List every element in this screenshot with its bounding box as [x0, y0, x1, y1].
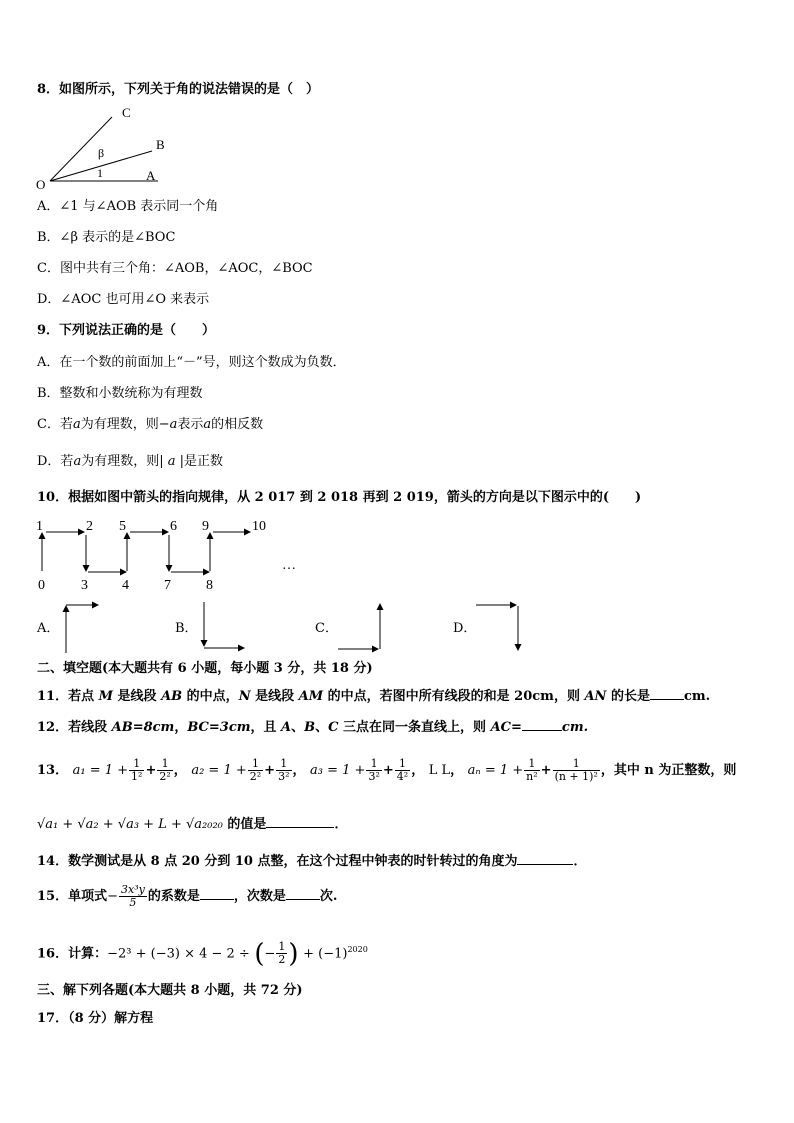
- q8-option-c: C．图中共有三个角：∠AOB，∠AOC，∠BOC: [37, 261, 313, 276]
- arrow-pattern-figure: [30, 515, 320, 595]
- q9-option-d: D．若a为有理数，则| a |是正数: [37, 454, 224, 469]
- q10-option-d-label: D．: [453, 621, 477, 636]
- q9-option-a: A．在一个数的前面加上“－”号，则这个数成为负数．: [37, 355, 346, 370]
- q13-sum: √a₁ + √a₂ + √a₃ + L + √a₂₀₂₀ 的值是 ．: [37, 817, 348, 832]
- q16: 16．计算：−2³ + (−3) × 4 − 2 ÷ (− $\frac{1}{2}$ ) + $(-1)^{2020}$: [37, 938, 368, 969]
- q12-answer-blank: [522, 718, 562, 731]
- num-1: 1: [36, 519, 43, 534]
- q9-option-b: B．整数和小数统称为有理数: [37, 386, 203, 401]
- q10-option-b-label: B．: [175, 621, 198, 636]
- q8-option-b: B．∠β 表示的是∠BOC: [37, 230, 176, 245]
- q10-option-c-arrows: [336, 598, 386, 656]
- num-6: 6: [170, 519, 177, 534]
- angle-figure: [30, 103, 170, 193]
- q15-degree-blank: [286, 887, 320, 900]
- section-2-heading: 二、填空题(本大题共有 6 小题，每小题 3 分，共 18 分): [37, 661, 373, 676]
- q11: 11．若点 M 是线段 AB 的中点，N 是线段 AM 的中点，若图中所有线段的和是 20cm，则 AN 的长是 cm.: [37, 689, 711, 704]
- num-3: 3: [81, 578, 88, 593]
- q8-option-a: A．∠1 与∠AOB 表示同一个角: [37, 199, 219, 214]
- q8-option-d: D．∠AOC 也可用∠O 来表示: [37, 292, 210, 307]
- q8-stem: 8．如图所示，下列关于角的说法错误的是（ ）: [37, 82, 320, 97]
- num-4: 4: [122, 578, 129, 593]
- num-8: 8: [206, 578, 213, 593]
- label-one: 1: [97, 166, 103, 180]
- label-beta: β: [98, 146, 105, 160]
- q12: 12．若线段 AB=8cm，BC=3cm，且 A、B、C 三点在同一条直线上，则 AC= cm.: [37, 720, 589, 735]
- q15-coefficient-blank: [200, 887, 234, 900]
- q13-answer-blank: [266, 815, 334, 828]
- q9-option-c: C．若a为有理数，则−a表示a的相反数: [37, 417, 264, 432]
- q10-option-d-arrows: [474, 598, 524, 656]
- label-b: B: [156, 137, 165, 152]
- num-10: 10: [252, 519, 266, 534]
- label-a: A: [146, 168, 156, 183]
- q10-stem: 10．根据如图中箭头的指向规律，从 2 017 到 2 018 再到 2 019，箭头的方向是以下图示中的( ): [37, 490, 642, 505]
- num-9: 9: [202, 519, 209, 534]
- q13-sequence: 13． a₁ = 1 + $\frac{1}{\text{1²}}$ + $\frac{1}{\text{2²}}$ ， a₂ = 1 + $\frac{1}{\text{2²}}$ + $\frac{1}{\text{3²}}$ ， a₃ = 1 + $\frac{1}{\text{3²}}$ + $\frac{1}{\text{4²}}$ ， L L， aₙ = 1 + $\frac{1}{\text{n²}}$ + $\frac{1}{\text{(n + 1)²}}$ ，其中 n 为正整数，则: [37, 757, 737, 783]
- q14-answer-blank: [517, 852, 573, 865]
- label-c: C: [122, 105, 131, 120]
- q10-option-a-arrows: [60, 598, 105, 656]
- q10-option-a-label: A．: [37, 621, 60, 636]
- q9-stem: 9．下列说法正确的是（ ）: [37, 323, 216, 338]
- q17: 17．（8 分）解方程: [37, 1011, 154, 1026]
- label-o: O: [36, 177, 46, 192]
- section-3-heading: 三、解下列各题(本大题共 8 小题，共 72 分): [37, 983, 303, 998]
- ellipsis: …: [282, 558, 296, 573]
- num-7: 7: [164, 578, 171, 593]
- q11-answer-blank: [650, 687, 684, 700]
- q15: 15．单项式− $\frac{\text{3x³y}}{5}$ 的系数是 ，次数是 次.: [37, 883, 338, 909]
- num-2: 2: [86, 519, 93, 534]
- q14: 14．数学测试是从 8 点 20 分到 10 点整，在这个过程中钟表的时针转过的角度为 ．: [37, 854, 587, 869]
- q10-option-c-label: C．: [315, 621, 338, 636]
- num-0: 0: [38, 578, 45, 593]
- num-5: 5: [119, 519, 126, 534]
- q10-option-b-arrows: [198, 598, 248, 656]
